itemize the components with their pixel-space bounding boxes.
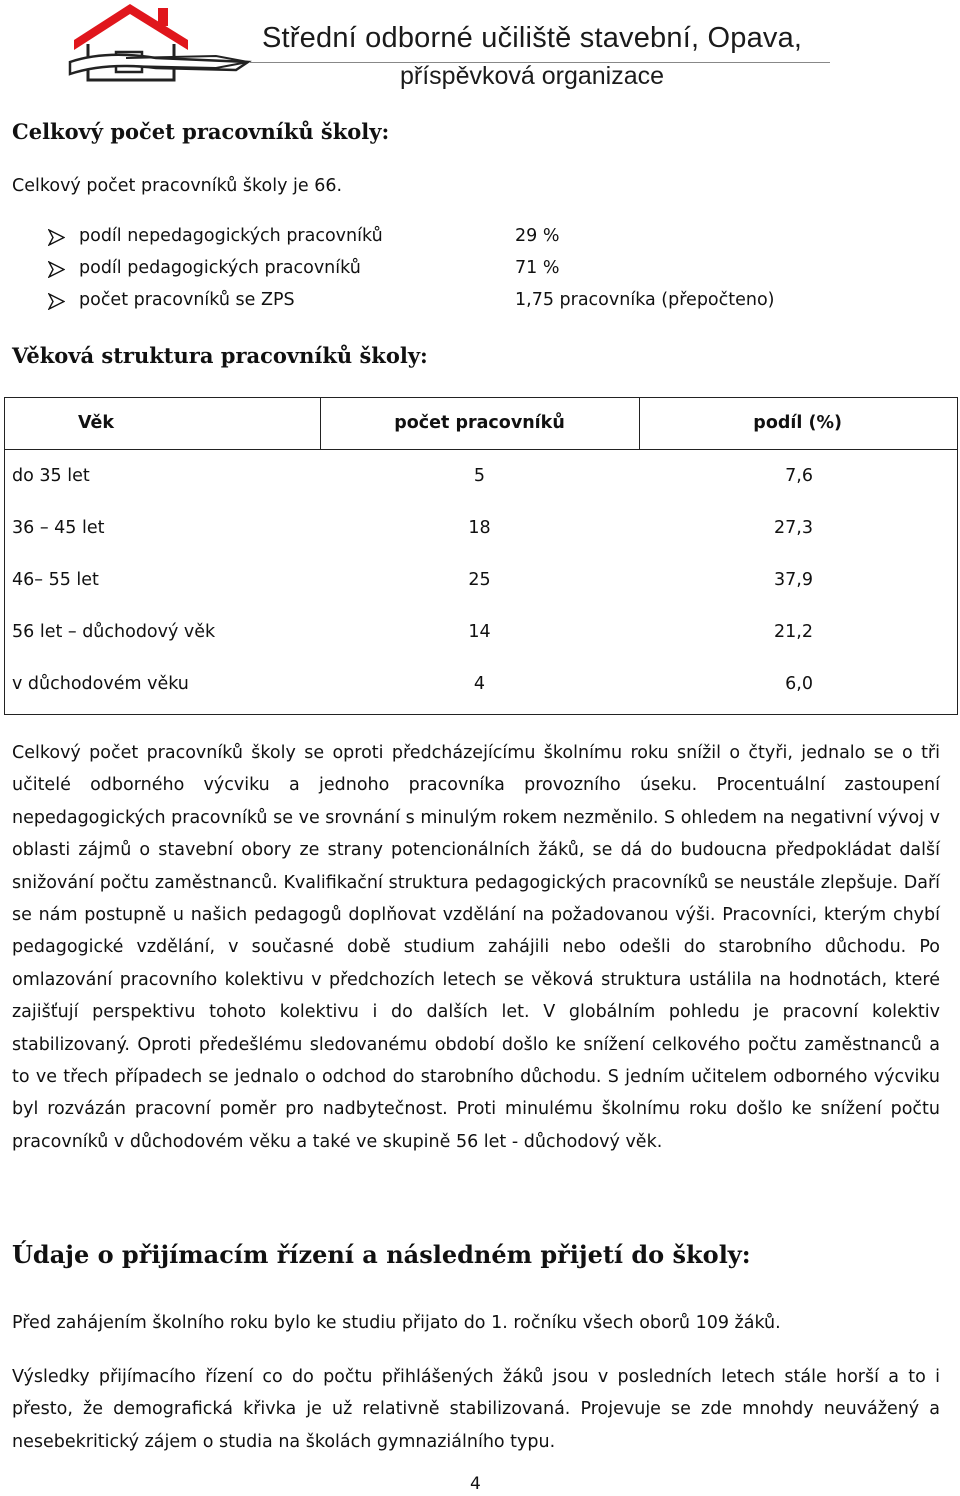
- cell-share: 21,2: [774, 622, 813, 642]
- cell-age: v důchodovém věku: [12, 674, 189, 694]
- col-header-age: Věk: [4, 397, 320, 450]
- school-name: Střední odborné učiliště stavební, Opava,: [262, 22, 803, 54]
- cell-count: 5: [473, 466, 486, 486]
- cell-age: do 35 let: [12, 466, 90, 486]
- arrow-bullet-icon: [48, 293, 65, 310]
- bullet-value: 1,75 pracovníka (přepočteno): [515, 290, 775, 310]
- section-heading-admissions: Údaje o přijímacím řízení a následném přijetí do školy:: [12, 1240, 751, 1269]
- age-structure-table: [4, 397, 958, 710]
- school-subtitle: příspěvková organizace: [400, 62, 665, 90]
- table-row: [4, 658, 958, 710]
- cell-count: 25: [468, 570, 491, 590]
- school-logo: [66, 0, 256, 92]
- cell-count: 14: [468, 622, 491, 642]
- arrow-bullet-icon: [48, 229, 65, 246]
- table-row: [4, 606, 958, 658]
- bullet-label: počet pracovníků se ZPS: [79, 290, 295, 310]
- cell-age: 36 – 45 let: [12, 518, 105, 538]
- bullet-label: podíl pedagogických pracovníků: [79, 258, 361, 278]
- admissions-para-1: Před zahájením školního roku bylo ke studiu přijato do 1. ročníku všech oborů 109 žáků.: [12, 1313, 781, 1333]
- cell-share: 7,6: [785, 466, 813, 486]
- table-header-row: [4, 397, 958, 450]
- col-header-share: podíl (%): [639, 397, 958, 450]
- page-number: 4: [470, 1474, 481, 1494]
- bullet-value: 71 %: [515, 258, 560, 278]
- cell-age: 56 let – důchodový věk: [12, 622, 216, 642]
- bullet-value: 29 %: [515, 226, 560, 246]
- arrow-bullet-icon: [48, 261, 65, 278]
- cell-count: 18: [468, 518, 491, 538]
- staff-total-text: Celkový počet pracovníků školy je 66.: [12, 176, 343, 196]
- cell-share: 27,3: [774, 518, 813, 538]
- page-header: [0, 0, 960, 100]
- cell-age: 46– 55 let: [12, 570, 99, 590]
- bullet-label: podíl nepedagogických pracovníků: [79, 226, 383, 246]
- table-row: [4, 554, 958, 606]
- col-header-count: počet pracovníků: [320, 397, 639, 450]
- section-heading-staff-total: Celkový počet pracovníků školy:: [12, 119, 390, 144]
- table-row: [4, 450, 958, 503]
- table-row: [4, 502, 958, 554]
- admissions-para-2: Výsledky přijímacího řízení co do počtu přihlášených žáků jsou v posledních letech stále horší a to i přesto, že demografická křivka je už relativně stabilizovaná. Projevuje se zde mnohdy neuvážený a nesebekritický zájem o studia na školách gymnaziálního typu.: [12, 1367, 940, 1452]
- cell-share: 6,0: [785, 674, 813, 694]
- cell-share: 37,9: [774, 570, 813, 590]
- section-heading-age-structure: Věková struktura pracovníků školy:: [12, 343, 428, 368]
- cell-count: 4: [473, 674, 486, 694]
- age-structure-paragraph: Celkový počet pracovníků školy se oproti předcházejícímu školnímu roku snížil o čtyři, jednalo se o tři učitelé odborného výcviku a jednoho pracovníka provozního úseku. Procentuální zastoupení nepedagogických pracovníků se ve srovnání s minulým rokem nezměnilo. S ohledem na negativní vývoj v oblasti zájmů o stavební obory ze strany potencionálních žáků, se dá do budoucna předpokládat další snižování počtu zaměstnanců. Kvalifikační struktura pedagogických pracovníků se neustále zlepšuje. Daří se nám postupně u našich pedagogů doplňovat vzdělání na požadovanou výši. Pracovníci, kterým chybí pedagogické vzdělání, v současné době studium zahájili nebo odešli do starobního důchodu. Po omlazování pracovního kolektivu v předchozích letech se věková struktura ustálila na hodnotách, které zajišťují perspektivu tohoto kolektivu i do dalších let. V globálním pohledu je pracovní kolektiv stabilizovaný. Oproti předešlému sledovanému období došlo ke snížení celkového počtu zaměstnanců a to ve třech případech se jednalo o odchod do starobního důchodu. S jedním učitelem odborného výcviku byl rozvázán pracovní poměr pro nadbytečnost. Proti minulému školnímu roku došlo ke snížení počtu pracovníků v důchodovém věku a také ve skupině 56 let - důchodový věk.: [12, 743, 940, 1152]
